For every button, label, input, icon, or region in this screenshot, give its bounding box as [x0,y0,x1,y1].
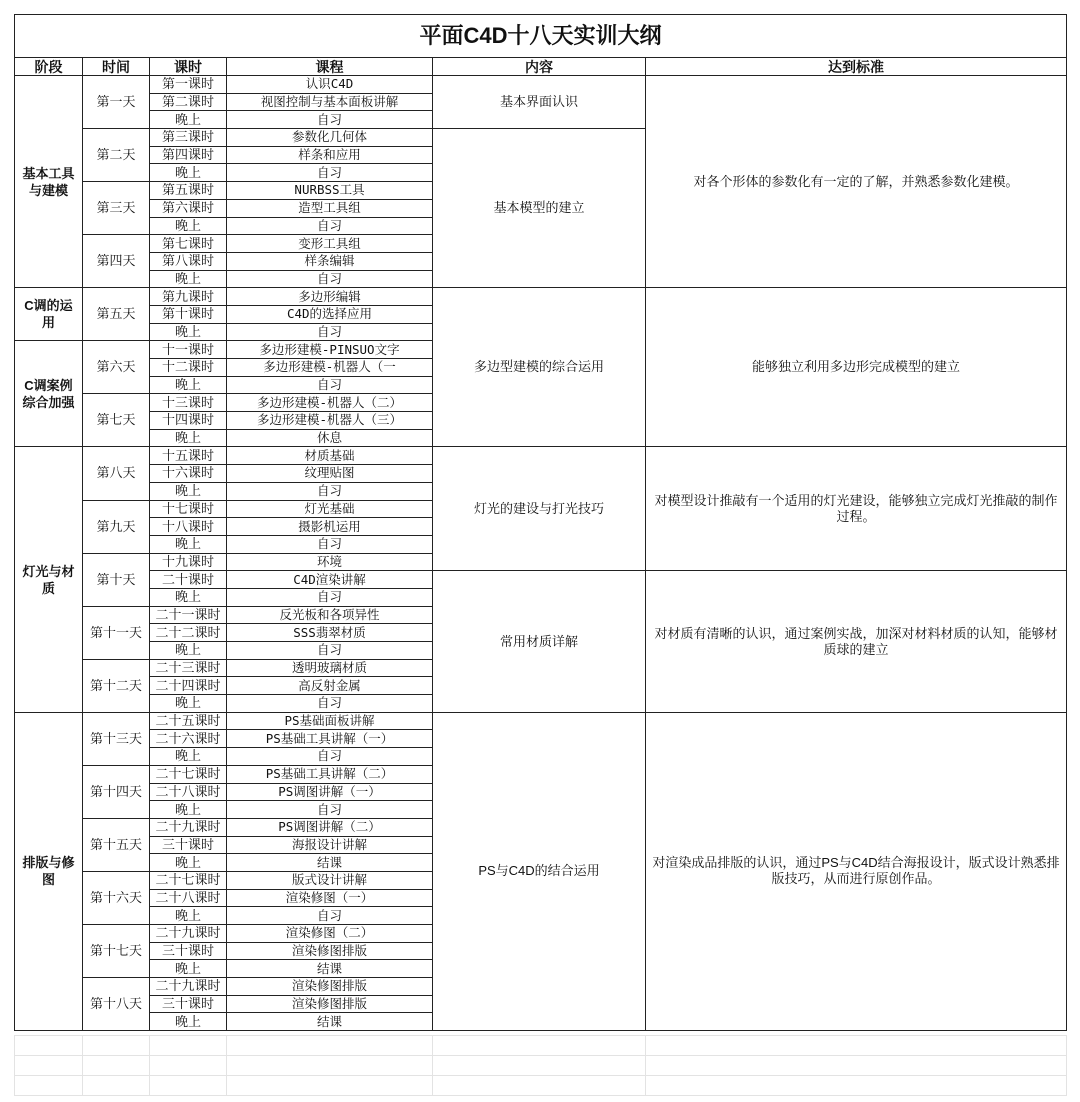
course-cell: PS基础面板讲解 [227,712,433,730]
course-cell: 自习 [227,482,433,500]
period-cell: 二十三课时 [150,659,227,677]
period-cell: 二十一课时 [150,606,227,624]
course-cell: 自习 [227,535,433,553]
course-cell: 摄影机运用 [227,518,433,536]
course-cell: 自习 [227,376,433,394]
course-cell: 多边形建模-机器人（三） [227,412,433,430]
table-row [15,288,1067,306]
course-cell: 结课 [227,854,433,872]
course-cell: 造型工具组 [227,199,433,217]
period-cell: 第九课时 [150,288,227,306]
course-cell: 渲染修图排版 [227,942,433,960]
day-cell: 第四天 [83,235,150,288]
course-cell: 透明玻璃材质 [227,659,433,677]
empty-cell [227,1056,433,1076]
day-cell: 第五天 [83,288,150,341]
course-cell: 多边形建模-机器人（二） [227,394,433,412]
period-cell: 晚上 [150,164,227,182]
course-cell: 自习 [227,111,433,129]
period-cell: 二十九课时 [150,925,227,943]
course-cell: 高反射金属 [227,677,433,695]
day-cell: 第十七天 [83,925,150,978]
course-cell: 多边形建模-PINSUO文字 [227,341,433,359]
course-cell: 纹理贴图 [227,465,433,483]
period-cell: 第三课时 [150,129,227,147]
course-cell: 样条和应用 [227,146,433,164]
empty-cell [83,1056,150,1076]
period-cell: 第四课时 [150,146,227,164]
table-row [15,76,1067,94]
period-cell: 十五课时 [150,447,227,465]
course-cell: 海报设计讲解 [227,836,433,854]
header-time: 时间 [83,58,150,76]
period-cell: 第一课时 [150,76,227,94]
sheet-title: 平面C4D十八天实训大纲 [15,15,1067,58]
period-cell: 十三课时 [150,394,227,412]
period-cell: 十九课时 [150,553,227,571]
header-content: 内容 [433,58,646,76]
content-cell: 基本模型的建立 [433,129,646,288]
day-cell: 第八天 [83,447,150,500]
empty-grid-rows [14,1035,1067,1096]
content-cell: 灯光的建设与打光技巧 [433,447,646,571]
standard-cell: 对各个形体的参数化有一定的了解，并熟悉参数化建模。 [646,76,1067,288]
course-cell: 变形工具组 [227,235,433,253]
day-cell: 第十天 [83,553,150,606]
table-row [15,447,1067,465]
empty-cell [150,1056,227,1076]
course-cell: 环境 [227,553,433,571]
period-cell: 三十课时 [150,836,227,854]
period-cell: 十八课时 [150,518,227,536]
period-cell: 第七课时 [150,235,227,253]
day-cell: 第十五天 [83,818,150,871]
period-cell: 十二课时 [150,359,227,377]
empty-cell [83,1076,150,1096]
period-cell: 二十九课时 [150,978,227,996]
stage-cell: C调案例综合加强 [15,341,83,447]
period-cell: 晚上 [150,376,227,394]
course-cell: SSS翡翠材质 [227,624,433,642]
course-cell: PS基础工具讲解（二） [227,765,433,783]
day-cell: 第九天 [83,500,150,553]
course-cell: 自习 [227,164,433,182]
period-cell: 第二课时 [150,93,227,111]
course-cell: 自习 [227,270,433,288]
day-cell: 第十三天 [83,712,150,765]
course-cell: 参数化几何体 [227,129,433,147]
empty-cell [433,1076,646,1096]
day-cell: 第七天 [83,394,150,447]
course-cell: 认识C4D [227,76,433,94]
header-period: 课时 [150,58,227,76]
course-cell: 自习 [227,642,433,660]
content-cell: 常用材质详解 [433,571,646,713]
course-cell: 样条编辑 [227,252,433,270]
empty-cell [646,1076,1067,1096]
standard-cell: 对渲染成品排版的认识，通过PS与C4D结合海报设计，版式设计熟悉排版技巧，从而进行原创作品。 [646,712,1067,1030]
syllabus-table [14,14,1067,1031]
course-cell: 反光板和各项异性 [227,606,433,624]
empty-cell [646,1056,1067,1076]
course-cell: PS调图讲解（一） [227,783,433,801]
course-cell: 渲染修图排版 [227,978,433,996]
period-cell: 二十四课时 [150,677,227,695]
course-cell: 灯光基础 [227,500,433,518]
course-cell: C4D渲染讲解 [227,571,433,589]
stage-cell: 排版与修图 [15,712,83,1030]
period-cell: 二十五课时 [150,712,227,730]
period-cell: 晚上 [150,960,227,978]
period-cell: 十六课时 [150,465,227,483]
empty-row [15,1036,1067,1056]
period-cell: 三十课时 [150,942,227,960]
period-cell: 晚上 [150,1013,227,1031]
period-cell: 二十七课时 [150,765,227,783]
period-cell: 二十九课时 [150,818,227,836]
standard-cell: 对模型设计推敲有一个适用的灯光建设，能够独立完成灯光推敲的制作过程。 [646,447,1067,571]
period-cell: 晚上 [150,854,227,872]
period-cell: 二十八课时 [150,783,227,801]
empty-cell [15,1056,83,1076]
header-course: 课程 [227,58,433,76]
period-cell: 晚上 [150,907,227,925]
period-cell: 晚上 [150,323,227,341]
stage-cell: 基本工具与建模 [15,76,83,288]
content-cell: 基本界面认识 [433,76,646,129]
content-cell: PS与C4D的结合运用 [433,712,646,1030]
day-cell: 第二天 [83,129,150,182]
course-cell: 渲染修图（二） [227,925,433,943]
course-cell: 视图控制与基本面板讲解 [227,93,433,111]
stage-cell: 灯光与材质 [15,447,83,712]
period-cell: 二十课时 [150,571,227,589]
empty-cell [150,1036,227,1056]
empty-cell [227,1036,433,1056]
course-cell: 渲染修图（一） [227,889,433,907]
course-cell: 自习 [227,748,433,766]
period-cell: 晚上 [150,695,227,713]
day-cell: 第十八天 [83,978,150,1031]
empty-cell [150,1076,227,1096]
course-cell: 自习 [227,695,433,713]
course-cell: PS基础工具讲解（一） [227,730,433,748]
course-cell: 结课 [227,1013,433,1031]
header-standard: 达到标准 [646,58,1067,76]
day-cell: 第三天 [83,182,150,235]
empty-cell [646,1036,1067,1056]
course-cell: 材质基础 [227,447,433,465]
standard-cell: 对材质有清晰的认识，通过案例实战，加深对材料材质的认知，能够材质球的建立 [646,571,1067,713]
period-cell: 晚上 [150,588,227,606]
empty-cell [15,1076,83,1096]
empty-row [15,1056,1067,1076]
empty-cell [83,1036,150,1056]
header-stage: 阶段 [15,58,83,76]
content-cell: 多边型建模的综合运用 [433,288,646,447]
course-cell: 自习 [227,588,433,606]
empty-row [15,1076,1067,1096]
period-cell: 第八课时 [150,252,227,270]
course-cell: C4D的选择应用 [227,305,433,323]
period-cell: 二十二课时 [150,624,227,642]
table-row [15,712,1067,730]
day-cell: 第一天 [83,76,150,129]
period-cell: 第十课时 [150,305,227,323]
table-row [15,571,1067,589]
period-cell: 第六课时 [150,199,227,217]
period-cell: 十一课时 [150,341,227,359]
period-cell: 十四课时 [150,412,227,430]
course-cell: 多边形建模-机器人（一 [227,359,433,377]
course-cell: PS调图讲解（二） [227,818,433,836]
period-cell: 晚上 [150,217,227,235]
course-cell: 自习 [227,801,433,819]
standard-cell: 能够独立利用多边形完成模型的建立 [646,288,1067,447]
stage-cell: C调的运用 [15,288,83,341]
period-cell: 晚上 [150,429,227,447]
course-cell: 自习 [227,907,433,925]
period-cell: 十七课时 [150,500,227,518]
period-cell: 二十六课时 [150,730,227,748]
empty-cell [433,1036,646,1056]
course-cell: 版式设计讲解 [227,871,433,889]
period-cell: 第五课时 [150,182,227,200]
day-cell: 第十六天 [83,871,150,924]
period-cell: 二十七课时 [150,871,227,889]
period-cell: 三十课时 [150,995,227,1013]
period-cell: 晚上 [150,535,227,553]
period-cell: 晚上 [150,111,227,129]
day-cell: 第六天 [83,341,150,394]
course-cell: NURBSS工具 [227,182,433,200]
course-cell: 自习 [227,217,433,235]
day-cell: 第十四天 [83,765,150,818]
period-cell: 二十八课时 [150,889,227,907]
period-cell: 晚上 [150,482,227,500]
course-cell: 休息 [227,429,433,447]
course-cell: 渲染修图排版 [227,995,433,1013]
empty-cell [433,1056,646,1076]
period-cell: 晚上 [150,748,227,766]
day-cell: 第十二天 [83,659,150,712]
period-cell: 晚上 [150,801,227,819]
empty-cell [15,1036,83,1056]
empty-cell [227,1076,433,1096]
course-cell: 多边形编辑 [227,288,433,306]
period-cell: 晚上 [150,270,227,288]
period-cell: 晚上 [150,642,227,660]
course-cell: 结课 [227,960,433,978]
day-cell: 第十一天 [83,606,150,659]
course-cell: 自习 [227,323,433,341]
